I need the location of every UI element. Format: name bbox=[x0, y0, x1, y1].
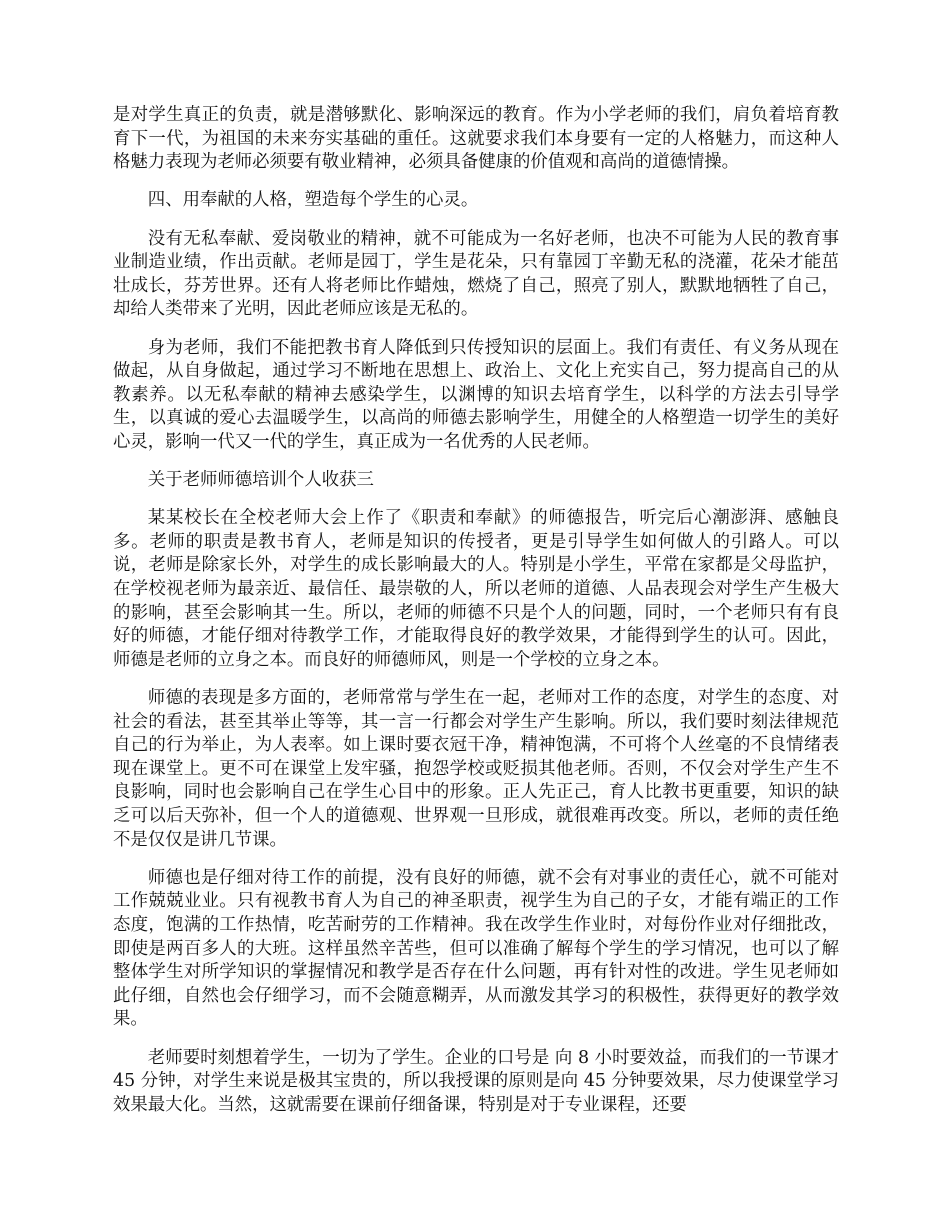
paragraph-9: 老师要时刻想着学生，一切为了学生。企业的口号是 向 8 小时要效益，而我们的一节课才 45 分钟，对学生来说是极其宝贵的，所以我授课的原则是向 45 分钟要效果，尽力使课堂学习效果最大化。当然，这就需要在课前仔细备课，特别是对于专业课程，还要 bbox=[113, 1047, 839, 1115]
paragraph-3: 没有无私奉献、爱岗敬业的精神，就不可能成为一名好老师，也决不可能为人民的教育事业制造业绩，作出贡献。老师是园丁，学生是花朵，只有靠园丁辛勤无私的浇灌，花朵才能茁壮成长，芬芳世界。还有人将老师比作蜡烛，燃烧了自己，照亮了别人，默默地牺牲了自己，却给人类带来了光明，因此老师应该是无私的。 bbox=[113, 228, 839, 320]
paragraph-7: 师德的表现是多方面的，老师常常与学生在一起，老师对工作的态度，对学生的态度、对社会的看法，甚至其举止等等，其一言一行都会对学生产生影响。所以，我们要时刻法律规范自己的行为举止，为人表率。如上课时要衣冠干净，精神饱满，不可将个人丝毫的不良情绪表现在课堂上。更不可在课堂上发牢骚，抱怨学校或贬损其他老师。否则，不仅会对学生产生不良影响，同时也会影响自己在学生心目中的形象。正人先正己，育人比教书更重要，知识的缺乏可以后天弥补，但一个人的道德观、世界观一旦形成，就很难再改变。所以，老师的责任绝不是仅仅是讲几节课。 bbox=[113, 688, 839, 850]
section-heading-4: 四、用奉献的人格，塑造每个学生的心灵。 bbox=[147, 190, 479, 211]
paragraph-6: 某某校长在全校老师大会上作了《职责和奉献》的师德报告，听完后心潮澎湃、感触良多。老师的职责是教书育人，老师是知识的传授者，更是引导学生如何做人的引路人。可以说，老师是除家长外，对学生的成长影响最大的人。特别是小学生，平常在家都是父母监护，在学校视老师为最亲近、最信任、最崇敬的人，所以老师的道德、人品表现会对学生产生极大的影响，甚至会影响其一生。所以，老师的师德不只是个人的问题，同时，一个老师只有有良好的师德，才能仔细对待教学工作，才能取得良好的教学效果，才能得到学生的认可。因此，师德是老师的立身之本。而良好的师德师风，则是一个学校的立身之本。 bbox=[113, 508, 839, 670]
section-heading-3: 关于老师师德培训个人收获三 bbox=[147, 470, 374, 491]
paragraph-8: 师德也是仔细对待工作的前提，没有良好的师德，就不会有对事业的责任心，就不可能对工作兢兢业业。只有视教书育人为自己的神圣职责，视学生为自己的子女，才能有端正的工作态度，饱满的工作热情，吃苦耐劳的工作精神。我在改学生作业时，对每份作业对仔细批改，即使是两百多人的大班。这样虽然辛苦些，但可以准确了解每个学生的学习情况，也可以了解整体学生对所学知识的掌握情况和教学是否存在什么问题，再有针对性的改进。学生见老师如此仔细，自然也会仔细学习，而不会随意糊弄，从而激发其学习的积极性，获得更好的教学效果。 bbox=[113, 867, 839, 1030]
paragraph-1: 是对学生真正的负责，就是潜够默化、影响深远的教育。作为小学老师的我们，肩负着培育教育下一代，为祖国的未来夯实基础的重任。这就要求我们本身要有一定的人格魅力，而这种人格魅力表现为老师必须要有敬业精神，必须具备健康的价值观和高尚的道德情操。 bbox=[113, 105, 839, 173]
document-body bbox=[113, 104, 839, 1132]
paragraph-4: 身为老师，我们不能把教书育人降低到只传授知识的层面上。我们有责任、有义务从现在做起，从自身做起，通过学习不断地在思想上、政治上、文化上充实自己，努力提高自己的从教素养。以无私奉献的精神去感染学生，以渊博的知识去培育学生，以科学的方法去引导学生，以真诚的爱心去温暖学生，以高尚的师德去影响学生，用健全的人格塑造一切学生的美好心灵，影响一代又一代的学生，真正成为一名优秀的人民老师。 bbox=[113, 337, 839, 452]
